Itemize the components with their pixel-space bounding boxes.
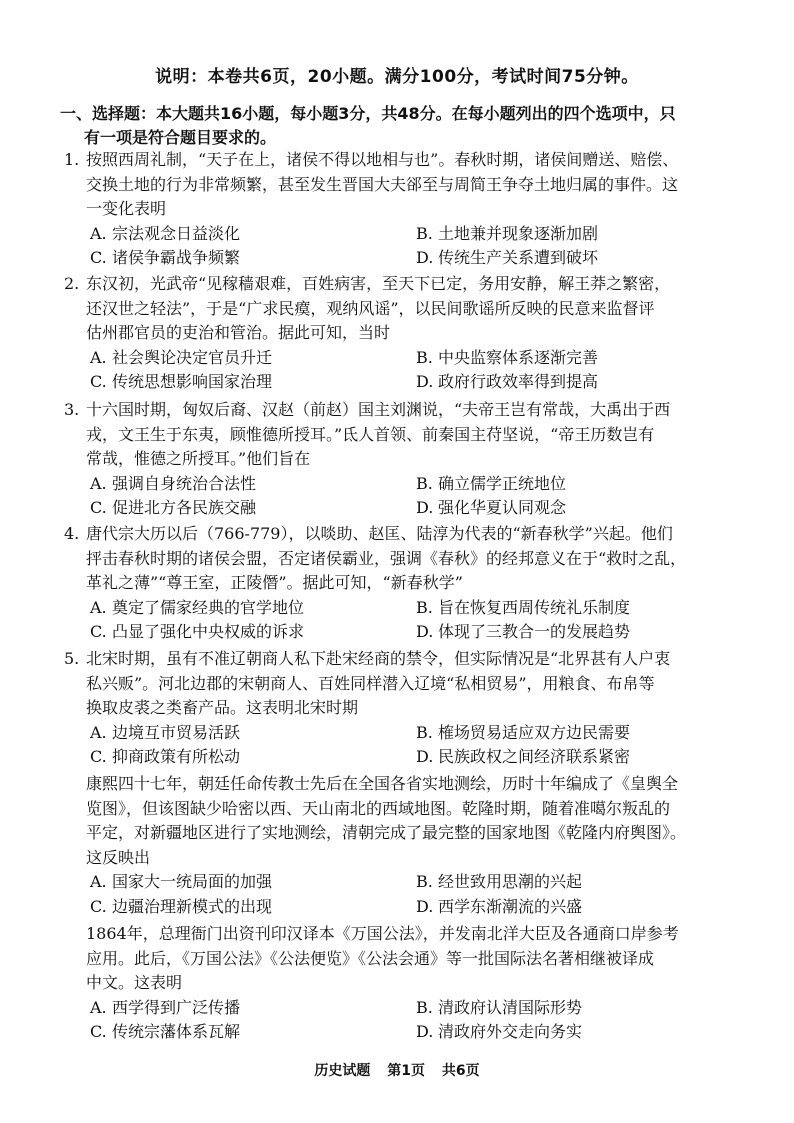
question-stem-line: 康熙四十七年，朝廷任命传教士先后在全国各省实地测绘，历时十年编成了《皇舆全	[86, 774, 679, 793]
option-b[interactable]: B. 中央监察体系逐渐完善	[416, 347, 599, 367]
section-heading-line2: 有一项是符合题目要求的。	[84, 128, 277, 147]
option-grid	[90, 222, 742, 271]
option-d[interactable]: D. 传统生产关系遭到破坏	[416, 248, 599, 267]
question-stem-line: 还汉世之轻法”，于是“广求民瘼，观纳风谣”，以民间歌谣所反映的民意来监督评	[86, 298, 655, 318]
question-number: 2.	[64, 274, 80, 293]
option-d[interactable]: D. 政府行政效率得到提高	[416, 372, 599, 391]
option-grid	[90, 996, 742, 1045]
question-stem-line: 抨击春秋时期的诸侯会盟，否定诸侯霸业，强调《春秋》的经邦意义在于“救时之乱，	[86, 548, 687, 568]
option-grid	[90, 721, 742, 770]
option-a[interactable]: A. 奠定了儒家经典的官学地位	[90, 597, 305, 617]
question-4	[64, 522, 742, 645]
option-grid	[90, 472, 742, 521]
option-a[interactable]: A. 宗法观念日益淡化	[90, 223, 241, 243]
question-number: 3.	[64, 400, 80, 419]
option-b[interactable]: B. 清政府认清国际形势	[416, 997, 583, 1017]
option-d[interactable]: D. 清政府外交走向务实	[416, 1022, 583, 1041]
option-d[interactable]: D. 强化华夏认同观念	[416, 498, 567, 517]
question-1	[64, 148, 742, 271]
option-grid	[90, 870, 742, 919]
question-stem-line: 1864年，总理衙门出资刊印汉译本《万国公法》，并发南北洋大臣及各通商口岸参考	[86, 924, 679, 943]
question-number: 4.	[64, 524, 80, 543]
question-stem-line: 十六国时期，匈奴后裔、汉赵（前赵）国主刘渊说，“夫帝王岂有常哉，大禹出于西	[86, 400, 671, 419]
question-stem-line: 戎，文王生于东夷，顾惟德所授耳。”氐人首领、前秦国主苻坚说，“帝王历数岂有	[86, 424, 655, 444]
question-number: 1.	[64, 150, 80, 169]
footer-subject: 历史试题	[314, 1063, 371, 1079]
option-b[interactable]: B. 旨在恢复西周传统礼乐制度	[416, 597, 631, 617]
footer-page-number: 第1页	[387, 1063, 425, 1079]
question-stem-line: 览图》，但该图缺少哈密以西、天山南北的西域地图。乾隆时期，随着准噶尔叛乱的	[86, 798, 671, 818]
question-2	[64, 272, 742, 395]
exam-notice: 说明：本卷共6页，20小题。满分100分，考试时间75分钟。	[155, 67, 639, 87]
option-a[interactable]: A. 西学得到广泛传播	[90, 997, 241, 1017]
question-6	[64, 772, 742, 919]
option-d[interactable]: D. 民族政权之间经济联系紧密	[416, 747, 631, 766]
option-c[interactable]: C. 诸侯争霸战争频繁	[90, 248, 241, 267]
question-stem-line: 这反映出	[86, 847, 151, 867]
question-stem-line: 私兴贩”。河北边郡的宋朝商人、百姓同样潜入辽境“私相贸易”，用粮食、布帛等	[86, 673, 655, 693]
option-c[interactable]: C. 抑商政策有所松动	[90, 747, 241, 766]
option-a[interactable]: A. 国家大一统局面的加强	[90, 872, 273, 891]
option-c[interactable]: C. 边疆治理新模式的出现	[90, 896, 273, 916]
question-3	[64, 398, 742, 521]
option-a[interactable]: A. 社会舆论决定官员升迁	[90, 347, 273, 367]
option-c[interactable]: C. 促进北方各民族交融	[90, 498, 257, 517]
question-stem-line: 一变化表明	[86, 199, 167, 218]
option-c[interactable]: C. 凸显了强化中央权威的诉求	[90, 622, 305, 641]
question-stem-line: 革礼之薄”“尊王室，正陵僭”。据此可知，“新春秋学”	[86, 573, 463, 592]
question-stem-line: 常哉，惟德之所授耳。”他们旨在	[86, 449, 311, 468]
option-a[interactable]: A. 边境互市贸易活跃	[90, 722, 241, 742]
question-stem-line: 东汉初，光武帝“见稼穑艰难，百姓病害，至天下已定，务用安静，解王莽之繁密，	[86, 274, 671, 293]
footer-total-pages: 共6页	[441, 1063, 480, 1079]
option-d[interactable]: D. 西学东渐潮流的兴盛	[416, 896, 583, 916]
question-stem-line: 估州郡官员的吏治和管治。据此可知，当时	[86, 323, 391, 342]
question-number: 5.	[64, 649, 80, 668]
option-c[interactable]: C. 传统宗藩体系瓦解	[90, 1022, 241, 1041]
option-b[interactable]: B. 经世致用思潮的兴起	[416, 872, 583, 891]
question-5	[64, 647, 742, 770]
section-heading-line1: 一、选择题：本大题共16小题，每小题3分，共48分。在每小题列出的四个选项中，只	[60, 104, 676, 123]
option-a[interactable]: A. 强调自身统治合法性	[90, 473, 257, 493]
question-stem-line: 交换土地的行为非常频繁，甚至发生晋国大夫郤至与周简王争夺土地归属的事件。这	[86, 174, 679, 194]
question-7	[64, 922, 742, 1045]
section-heading	[60, 102, 744, 150]
option-d[interactable]: D. 体现了三教合一的发展趋势	[416, 622, 631, 641]
question-stem-line: 唐代宗大历以后（766-779），以啖助、赵匡、陆淳为代表的“新春秋学”兴起。他们	[86, 524, 673, 543]
page-footer	[0, 1060, 794, 1080]
question-stem-line: 中文。这表明	[86, 973, 183, 992]
question-stem-line: 按照西周礼制，“天子在上，诸侯不得以地相与也”。春秋时期，诸侯间赠送、赔偿、	[86, 150, 679, 169]
option-b[interactable]: B. 榷场贸易适应双方边民需要	[416, 722, 631, 742]
option-c[interactable]: C. 传统思想影响国家治理	[90, 372, 273, 391]
option-b[interactable]: B. 土地兼并现象逐渐加剧	[416, 223, 599, 243]
question-stem-line: 平定，对新疆地区进行了实地测绘，清朝完成了最完整的国家地图《乾隆内府舆图》。	[86, 823, 687, 842]
option-grid	[90, 346, 742, 395]
question-stem-line: 应用。此后，《万国公法》《公法便览》《公法会通》等一批国际法名著相继被译成	[86, 948, 655, 968]
option-b[interactable]: B. 确立儒学正统地位	[416, 473, 567, 493]
question-stem-line: 换取皮裘之类畜产品。这表明北宋时期	[86, 698, 359, 717]
option-grid	[90, 596, 742, 645]
question-stem-line: 北宋时期，虽有不准辽朝商人私下赴宋经商的禁令，但实际情况是“北界甚有人户衷	[86, 649, 671, 668]
